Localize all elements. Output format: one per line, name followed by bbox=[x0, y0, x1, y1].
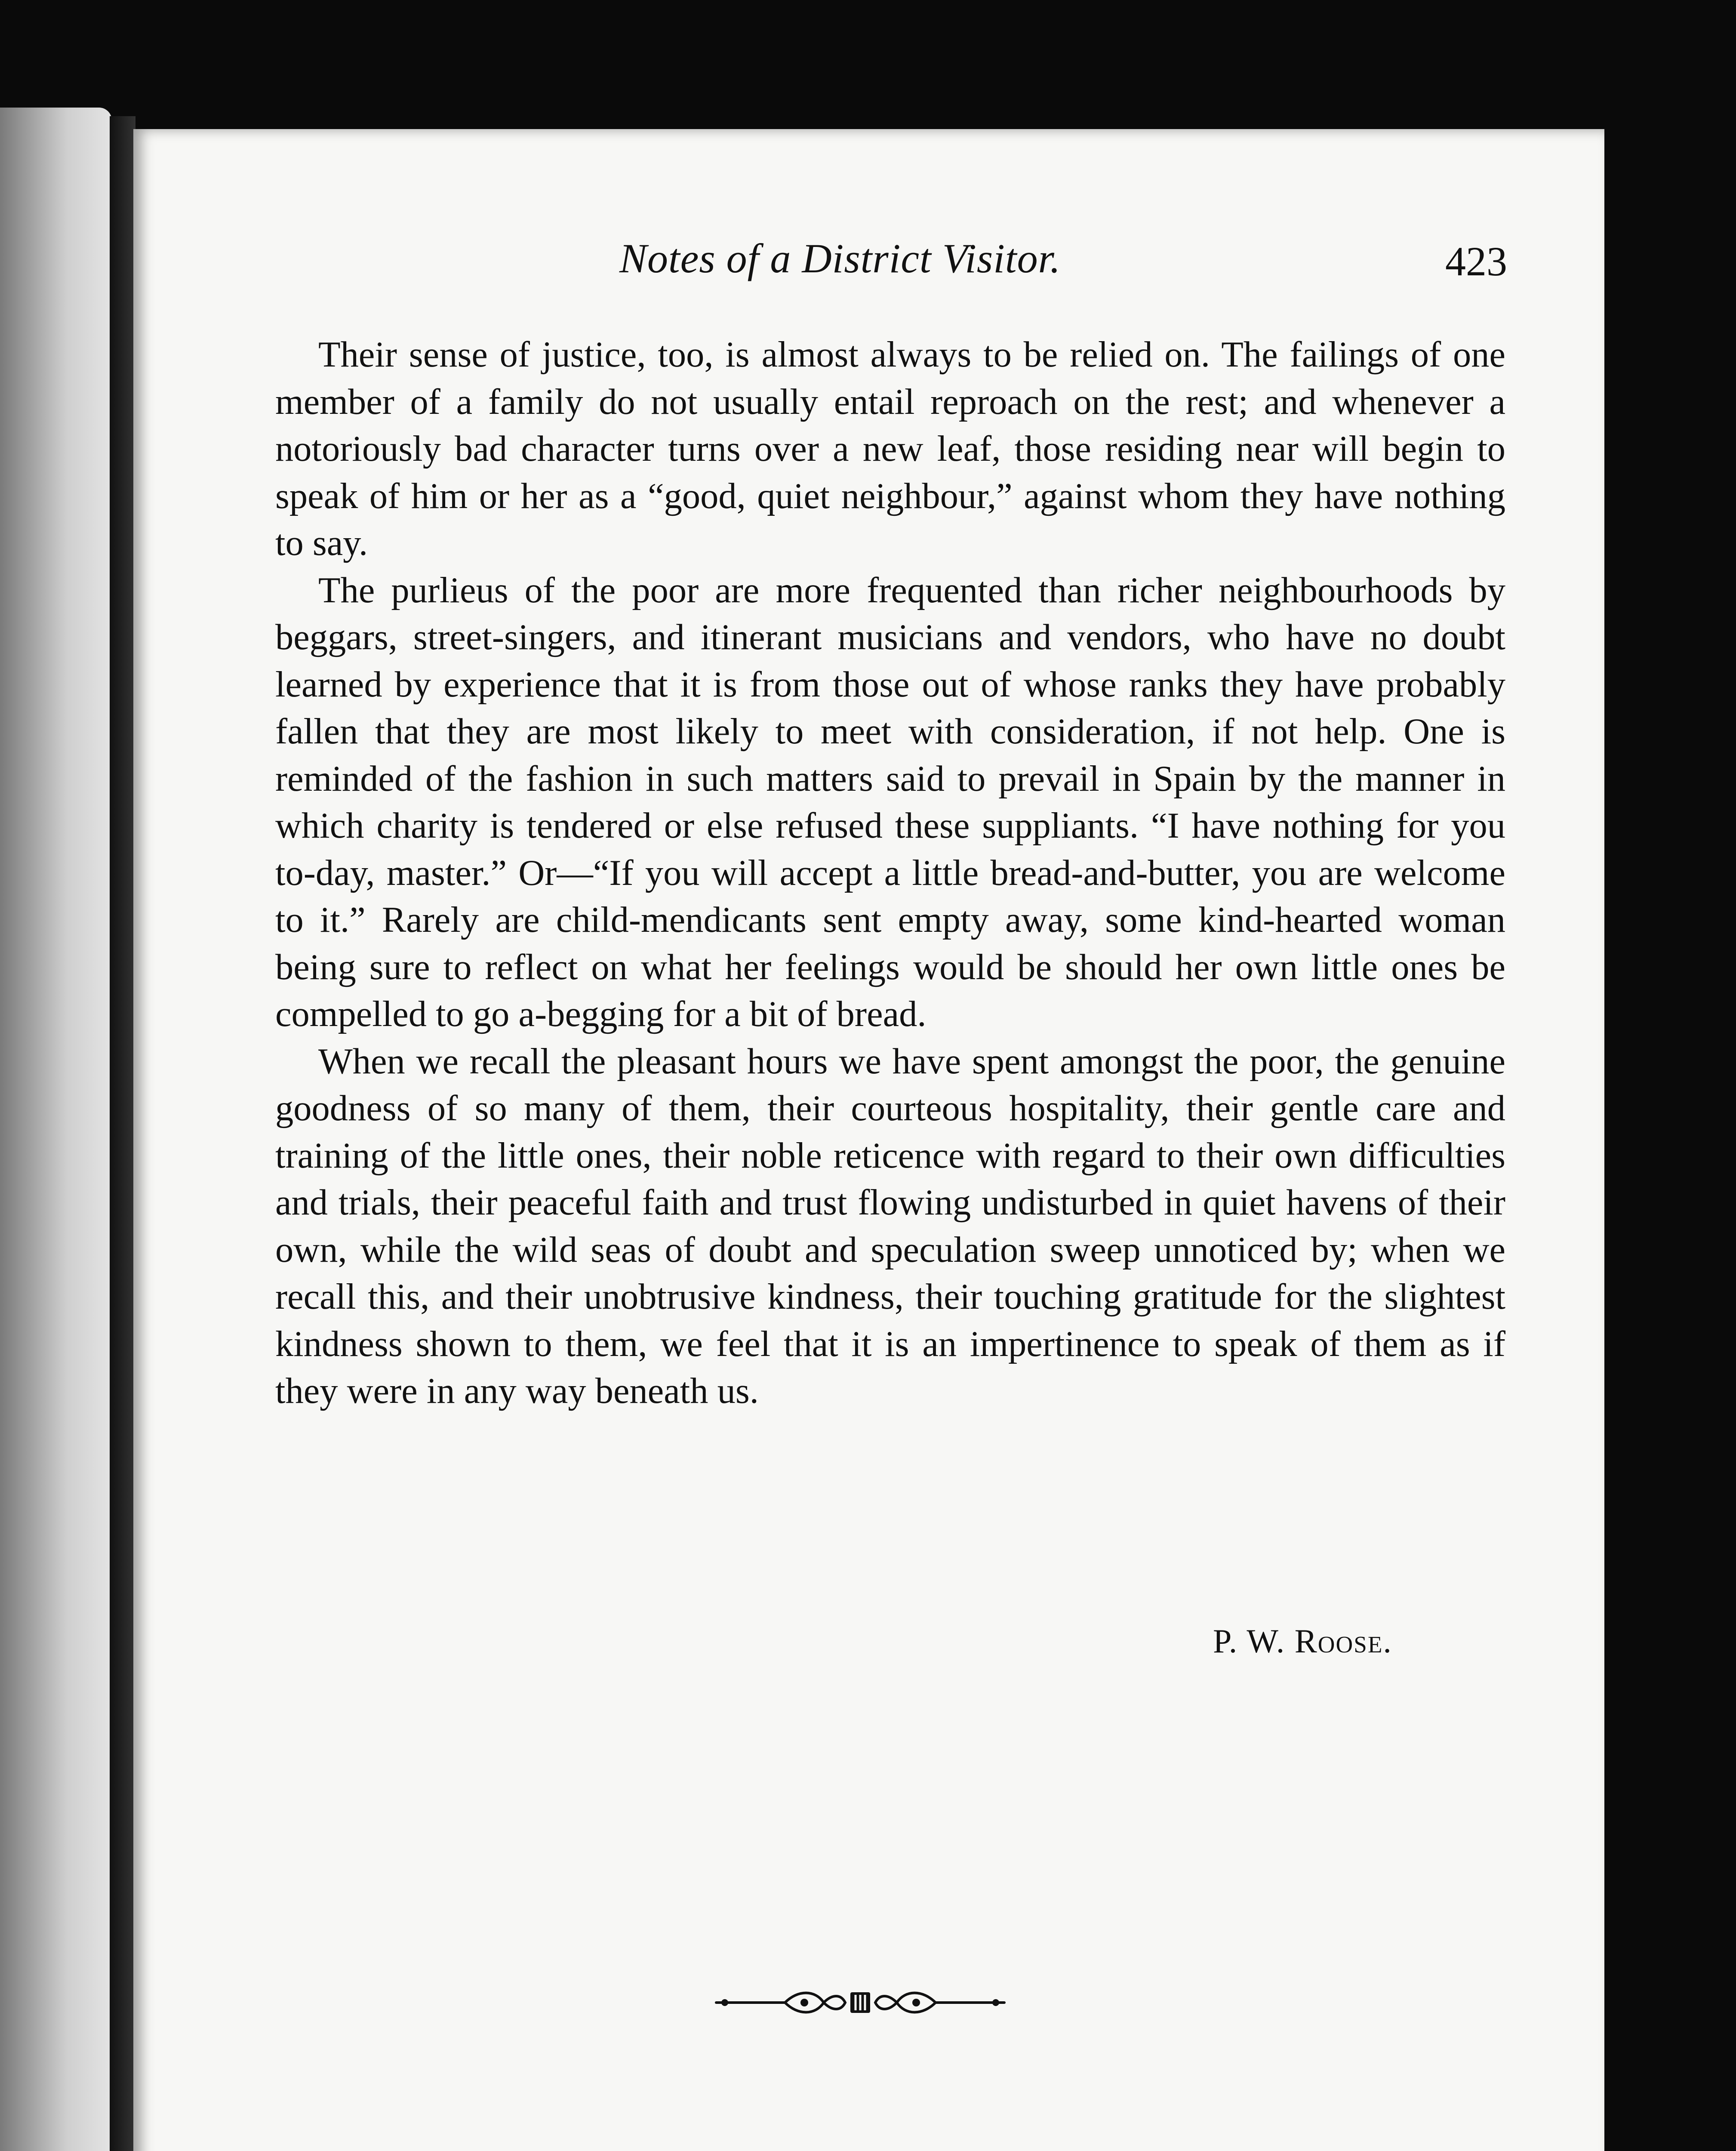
running-title: Notes of a District Visitor. bbox=[619, 235, 1061, 281]
facing-page-edge bbox=[0, 108, 112, 2151]
paragraph-justice: Their sense of justice, too, is almost always to be relied on. The failings of one member of a family do not usually entail reproach on the rest; and whenever a notoriously bad character turns over a new leaf, those residing near will begin to speak of him or her as a “good, quiet neighbour,” against whom they have nothing to say. bbox=[275, 335, 1505, 563]
paragraph-purlieus: The purlieus of the poor are more frequented than richer neighbourhoods by beggars, street-singers, and itinerant musicians and vendors, who have no doubt learned by experience that it is from those out of whose ranks they have probably fallen that they are most likely to meet with consideration, if not help. One is reminded of the fashion in such matters said to prevail in Spain by the manner in which charity is tendered or else refused these suppliants. “I have nothing for you to-day, master.” Or—“If you will accept a little bread-and-butter, you are welcome to it.” Rarely are child-mendicants sent empty away, some kind-hearted woman being sure to reflect on what her feelings would be should her own little ones be compelled to go a-begging for a bit of bread. bbox=[275, 570, 1505, 1034]
book-gutter bbox=[110, 116, 135, 2151]
page-number: 423 bbox=[1445, 238, 1507, 284]
article-body bbox=[275, 331, 1505, 1415]
book-page bbox=[133, 129, 1604, 2151]
flourish-ornament-icon bbox=[712, 1985, 1009, 2020]
author-signature: P. W. Roose. bbox=[1213, 1622, 1392, 1660]
paragraph-recall: When we recall the pleasant hours we have spent amongst the poor, the genuine goodness of so many of them, their courteous hospitality, their gentle care and training of the little ones, their noble reticence with regard to their own difficulties and trials, their peaceful faith and trust flowing undisturbed in quiet havens of their own, while the wild seas of doubt and speculation sweep unnoticed by; when we recall this, and their unobtrusive kindness, their touching gratitude for the slightest kindness shown to them, we feel that it is an impertinence to speak of them as if they were in any way beneath us. bbox=[275, 1041, 1505, 1411]
